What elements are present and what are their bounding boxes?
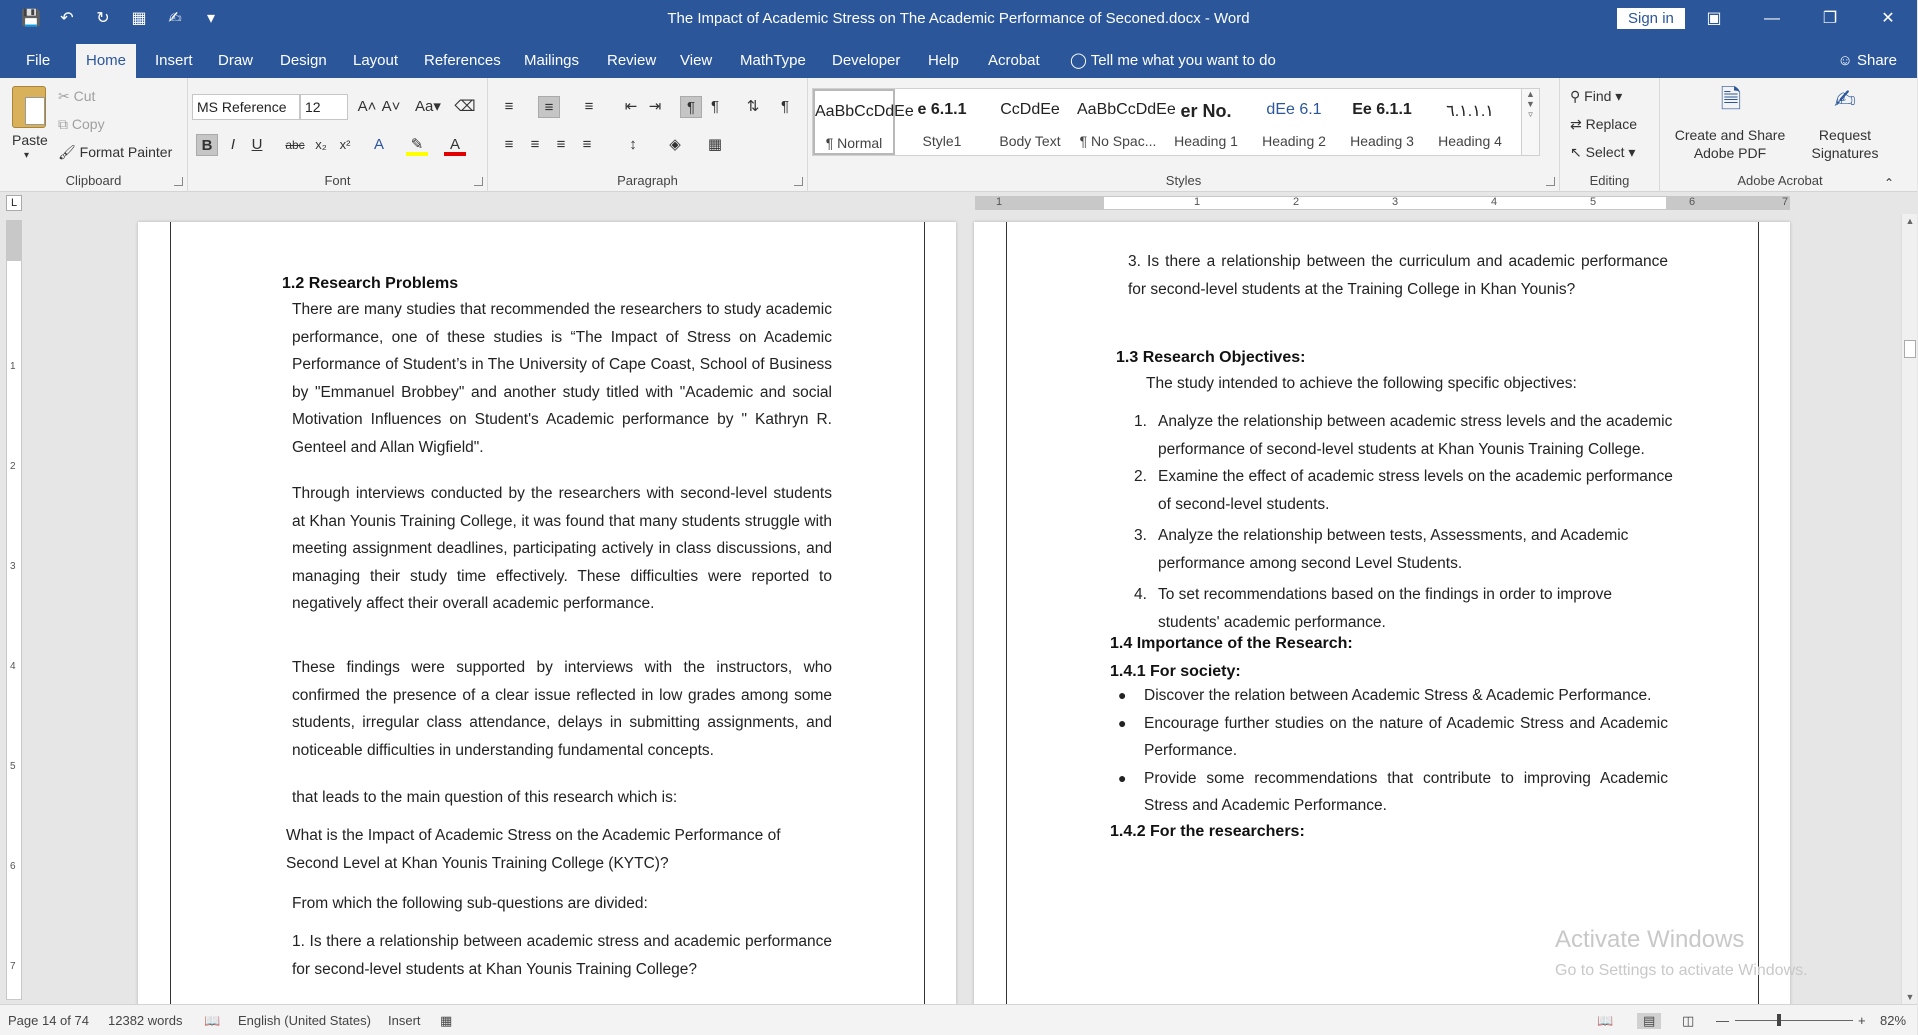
align-right-icon[interactable]: ≡ (556, 136, 566, 153)
save-icon[interactable]: 💾 (21, 10, 41, 27)
society-bullets (1118, 682, 1668, 820)
list-text: Examine the effect of academic stress levels on the academic performance of second-level students. (1158, 468, 1673, 513)
ribbon (0, 78, 1917, 192)
grow-font-icon[interactable]: A˄ (357, 98, 377, 115)
style-sample: CcDdEe (1000, 101, 1060, 118)
increase-indent-icon[interactable]: ⇥ (648, 98, 662, 115)
clipboard-launcher-icon[interactable] (174, 177, 183, 186)
style-sample: e 6.1.1 (917, 101, 967, 118)
ruler-top-margin (7, 221, 21, 261)
styles-group-label: Styles (1165, 173, 1202, 188)
search-icon: ⚲ (1570, 88, 1581, 104)
style-no-spacing[interactable] (1077, 89, 1176, 155)
sign-in-button[interactable]: Sign in (1617, 8, 1685, 29)
font-launcher-icon[interactable] (474, 177, 483, 186)
list-item (1118, 765, 1668, 820)
clipboard-group-label: Clipboard (65, 173, 122, 188)
list-item (1134, 408, 1674, 463)
sub-question-3: 3. Is there a relationship between the curriculum and academic performance for second-level students at the Training College in Khan Younis? (1128, 253, 1668, 298)
zoom-in-icon[interactable]: + (1858, 1013, 1866, 1028)
list-text: Analyze the relationship between tests, Assessments, and Academic performance among second Level Students. (1158, 527, 1629, 572)
vertical-ruler[interactable]: 1 2 3 4 5 6 7 (6, 220, 22, 1000)
scroll-thumb[interactable] (1904, 340, 1916, 358)
list-text: To set recommendations based on the findings in order to improve students' academic performance. (1158, 586, 1613, 631)
scissors-icon: ✂ (58, 88, 70, 104)
align-center-icon[interactable]: ≡ (530, 136, 540, 153)
shrink-font-icon[interactable]: A˅ (381, 98, 401, 115)
page-border-right (1758, 222, 1759, 1012)
styles-scroll[interactable]: ▲ ▼ ▿ (1521, 89, 1539, 155)
underline-icon[interactable]: U (251, 136, 263, 153)
style-name: Body Text (999, 133, 1061, 149)
list-item (1118, 710, 1668, 765)
text-effects-icon[interactable]: A (373, 136, 384, 153)
select-label: Select (1585, 144, 1625, 160)
rtl-icon[interactable]: ¶ (710, 98, 720, 115)
superscript-icon[interactable]: x² (339, 137, 351, 152)
style-normal[interactable] (813, 89, 914, 155)
tell-me-label: Tell me what you want to do (1090, 52, 1276, 69)
paste-button[interactable]: Paste (12, 132, 48, 148)
section-heading-1-3: 1.3 Research Objectives: (1116, 349, 1306, 366)
list-text: Encourage further studies on the nature of Academic Stress and Academic Performance. (1144, 714, 1668, 759)
minimize-icon[interactable]: — (1764, 10, 1780, 27)
restore-icon[interactable]: ❐ (1822, 10, 1838, 27)
list-item (1118, 682, 1668, 710)
replace-label: Replace (1585, 116, 1637, 132)
style-heading-1[interactable] (1165, 89, 1247, 155)
show-marks-icon[interactable]: ¶ (780, 98, 790, 115)
style-sample: er No. (1180, 101, 1232, 121)
find-button[interactable]: ⚲ Find ▾ (1570, 88, 1623, 104)
page-border-left (1006, 222, 1007, 1012)
bullet-icon: ● (1118, 714, 1127, 731)
decrease-indent-icon[interactable]: ⇤ (624, 98, 638, 115)
font-group-label: Font (324, 173, 351, 188)
font-size-box[interactable]: 12 (300, 94, 348, 120)
cut-button[interactable] (58, 88, 95, 105)
styles-launcher-icon[interactable] (1546, 177, 1555, 186)
read-mode-icon[interactable]: 📖 (1597, 1013, 1614, 1028)
language[interactable]: English (United States) (238, 1013, 371, 1028)
style-name: ¶ Normal (825, 135, 883, 151)
title-bar (0, 0, 1917, 38)
zoom-slider[interactable] (1735, 1020, 1853, 1021)
sub-question-1: 1. Is there a relationship between academic stress and academic performance for second-level students at Khan Younis Training College? (292, 933, 832, 978)
style-sample: Ee 6.1.1 (1352, 101, 1412, 118)
list-number: 1. (1134, 413, 1147, 430)
ruler-right-margin (1666, 197, 1790, 209)
copy-label: Copy (71, 116, 105, 132)
tab-mathtype[interactable]: MathType (740, 52, 806, 69)
ruler-area (0, 192, 1917, 214)
style-name: Heading 3 (1350, 133, 1414, 149)
tab-insert[interactable]: Insert (155, 52, 193, 69)
paragraph: These findings were supported by interviews with the instructors, who confirmed the presence of a clear issue reflected in low grades among some students, irregular class attendance, delays in submitting assignments, and noticeable difficulties in understanding fundamental concepts. (292, 659, 832, 759)
bold-icon[interactable]: B (196, 134, 218, 156)
find-label: Find (1584, 88, 1612, 104)
web-layout-icon[interactable]: ◫ (1682, 1013, 1695, 1028)
section-heading-1-4: 1.4 Importance of the Research: (1110, 635, 1353, 652)
select-button[interactable]: ↖ Select ▾ (1570, 144, 1636, 160)
section-heading-1-4-1: 1.4.1 For society: (1110, 663, 1241, 680)
multilevel-list-icon[interactable]: ≡ (584, 98, 594, 115)
strikethrough-icon[interactable]: abc (285, 138, 305, 152)
format-painter-button[interactable] (58, 144, 172, 161)
touch-mode-icon[interactable]: ✍ (168, 10, 182, 27)
person-icon: ☺ (1837, 52, 1853, 69)
font-color-icon[interactable]: A (444, 134, 466, 156)
style-sample: AaBbCcDdEe (815, 103, 914, 120)
status-bar (0, 1004, 1917, 1035)
zoom-level[interactable]: 82% (1880, 1013, 1907, 1028)
italic-icon[interactable]: I (230, 136, 236, 153)
section-heading-1-4-2: 1.4.2 For the researchers: (1110, 823, 1305, 840)
acrobat-group (1660, 78, 1900, 192)
activate-windows-title: Activate Windows (1555, 926, 1745, 953)
numbering-icon[interactable]: ≡ (538, 96, 560, 118)
bullets-icon[interactable]: ≡ (504, 98, 514, 115)
style-heading-2[interactable] (1253, 89, 1335, 155)
tab-developer[interactable]: Developer (832, 52, 901, 69)
create-pdf-icon: 🗎 (1720, 84, 1742, 114)
tab-file[interactable]: File (26, 52, 51, 69)
change-case-icon[interactable]: Aa▾ (415, 98, 441, 115)
page-border-right (924, 222, 925, 1012)
style-sample: ٦.١.١.١ (1446, 103, 1494, 120)
bullet-icon: ● (1118, 687, 1127, 703)
subscript-icon[interactable]: x₂ (315, 137, 327, 152)
collapse-ribbon-icon[interactable]: ⌃ (1883, 176, 1894, 190)
list-text: Analyze the relationship between academic stress levels and the academic performance of second-level students at Khan Younis Training College. (1158, 413, 1673, 458)
bullet-icon: ● (1118, 769, 1127, 786)
document-page-right[interactable] (974, 222, 1790, 1012)
brush-icon: 🖌 (58, 144, 76, 160)
copy-button[interactable] (58, 116, 105, 133)
list-number: 2. (1134, 468, 1147, 485)
tab-design[interactable]: Design (280, 52, 327, 69)
share-label: Share (1856, 52, 1897, 69)
style-name: ¶ No Spac... (1079, 133, 1157, 149)
redo-icon[interactable]: ↻ (96, 10, 110, 27)
objectives-list (1134, 408, 1674, 636)
shading-icon[interactable]: ◈ (669, 136, 681, 153)
editing-group-label: Editing (1589, 173, 1630, 188)
tab-layout[interactable]: Layout (353, 52, 399, 69)
style-name: Heading 1 (1174, 133, 1238, 149)
clipboard-group (0, 78, 188, 192)
document-area (0, 214, 1917, 1004)
style-sample: dEe 6.1 (1266, 101, 1322, 118)
tab-mailings[interactable]: Mailings (524, 52, 580, 69)
sort-icon[interactable]: ⇅ (746, 98, 760, 115)
signature-icon: ✍ (1834, 84, 1856, 114)
activate-windows-subtitle: Go to Settings to activate Windows. (1555, 962, 1808, 979)
tab-help[interactable]: Help (928, 52, 959, 69)
main-research-question: What is the Impact of Academic Stress on the Academic Performance of Second Level at Khan Younis Training College (KYTC)? (286, 827, 781, 872)
undo-icon[interactable]: ↶ (60, 10, 74, 27)
share-button[interactable] (1837, 52, 1897, 69)
paragraph: that leads to the main question of this research which is: (292, 789, 678, 806)
create-share-pdf-button[interactable]: Create and Share Adobe PDF (1674, 127, 1786, 161)
cut-label: Cut (73, 88, 96, 104)
tab-references[interactable]: References (424, 52, 501, 69)
close-icon[interactable]: ✕ (1881, 10, 1895, 27)
clear-formatting-icon[interactable]: ⌫ (454, 98, 476, 115)
list-number: 3. (1134, 527, 1147, 544)
word-count[interactable]: 12382 words (108, 1013, 183, 1028)
replace-button[interactable] (1570, 116, 1637, 133)
replace-icon: ⇄ (1570, 116, 1582, 132)
table-icon[interactable]: ▦ (131, 10, 147, 27)
line-spacing-icon[interactable]: ↕ (629, 136, 637, 153)
paragraph-group (488, 78, 808, 192)
copy-icon: ⧉ (58, 116, 68, 132)
borders-icon[interactable]: ▦ (707, 136, 723, 153)
paste-dropdown-icon[interactable]: ▾ (24, 150, 30, 161)
tell-me-search[interactable] (1060, 44, 1286, 78)
tab-review[interactable]: Review (607, 52, 657, 69)
print-layout-icon[interactable]: ▤ (1637, 1013, 1661, 1029)
horizontal-ruler[interactable]: 1 1 2 3 4 5 6 7 (975, 196, 1790, 210)
acrobat-group-label: Adobe Acrobat (1737, 173, 1823, 188)
ltr-icon[interactable]: ¶ (680, 96, 702, 118)
customize-icon[interactable]: ▾ (206, 10, 216, 27)
paragraph (292, 296, 832, 461)
list-item (1134, 522, 1674, 577)
font-group (188, 78, 488, 192)
document-title: The Impact of Academic Stress on The Academic Performance of Seconed.docx - Word (667, 10, 1250, 27)
tab-selector[interactable]: L (6, 195, 22, 211)
style-name: Style1 (922, 133, 962, 149)
page-count[interactable]: Page 14 of 74 (8, 1013, 89, 1028)
scroll-down-icon[interactable]: ▼ (1905, 992, 1915, 1002)
objectives-intro: The study intended to achieve the following specific objectives: (1146, 375, 1577, 392)
proofing-icon[interactable]: 📖 (204, 1013, 221, 1028)
paragraph-group-label: Paragraph (617, 173, 678, 188)
list-item (1134, 463, 1674, 518)
lightbulb-icon: ◯ (1070, 52, 1087, 69)
style-heading-4[interactable] (1429, 89, 1511, 155)
scroll-up-icon[interactable]: ▲ (1905, 216, 1915, 226)
style-style1[interactable] (901, 89, 983, 155)
zoom-slider-thumb[interactable] (1777, 1014, 1781, 1026)
ribbon-display-icon[interactable]: ▣ (1706, 10, 1722, 27)
document-page-left[interactable] (138, 222, 956, 1012)
style-body-text[interactable] (989, 89, 1071, 155)
paragraph-launcher-icon[interactable] (794, 177, 803, 186)
highlight-icon[interactable]: ✎ (406, 134, 428, 156)
tab-home[interactable]: Home (76, 44, 136, 78)
paragraph: From which the following sub-questions are divided: (292, 895, 648, 912)
styles-gallery (812, 88, 1540, 156)
list-item (1134, 581, 1674, 636)
justify-icon[interactable]: ≡ (582, 136, 592, 153)
tab-draw[interactable]: Draw (218, 52, 254, 69)
cursor-icon: ↖ (1570, 144, 1582, 160)
list-text: Discover the relation between Academic Stress & Academic Performance. (1144, 687, 1652, 704)
format-painter-label: Format Painter (79, 144, 173, 160)
ribbon-tabs (0, 38, 1917, 78)
style-name: Heading 4 (1438, 133, 1502, 149)
tab-view[interactable]: View (680, 52, 713, 69)
insert-mode[interactable]: Insert (388, 1013, 421, 1028)
style-sample: AaBbCcDdEe (1077, 101, 1176, 118)
paste-icon[interactable] (12, 86, 46, 128)
zoom-out-icon[interactable]: — (1716, 1013, 1729, 1028)
vertical-scrollbar[interactable] (1901, 214, 1917, 1004)
section-heading-1-2: 1.2 Research Problems (282, 275, 459, 292)
list-text: Provide some recommendations that contribute to improving Academic Stress and Academic Performance. (1144, 769, 1668, 814)
page-border-left (170, 222, 171, 1012)
macro-icon[interactable]: ▦ (440, 1013, 453, 1028)
request-signatures-button[interactable]: Request Signatures (1811, 127, 1879, 161)
list-number: 4. (1134, 586, 1147, 603)
align-left-icon[interactable]: ≡ (504, 136, 514, 153)
paragraph: Through interviews conducted by the researchers with second-level students at Khan Younis Training College, it was found that many students struggle with meeting assignment deadlines, participating actively in class discussions, and managing their study time effectively. These difficulties were reported to negatively affect their overall academic performance. (292, 485, 832, 612)
style-name: Heading 2 (1262, 133, 1326, 149)
paragraph-text: There are many studies that recommended the researchers to study academic performance, one of these studies is “The Impact of Stress on Academic Performance of Student’s in The University of Cape Coast, School of Business by "Emmanuel Brobbey" and another study titled with "Academic and social Motivation Influences on Student's Academic performance by " Kathryn R. Genteel and Allan Wigfield". (292, 301, 832, 456)
style-heading-3[interactable] (1341, 89, 1423, 155)
editing-group (1560, 78, 1660, 192)
tab-acrobat[interactable]: Acrobat (988, 52, 1040, 69)
font-name-box[interactable]: MS Reference (192, 94, 300, 120)
